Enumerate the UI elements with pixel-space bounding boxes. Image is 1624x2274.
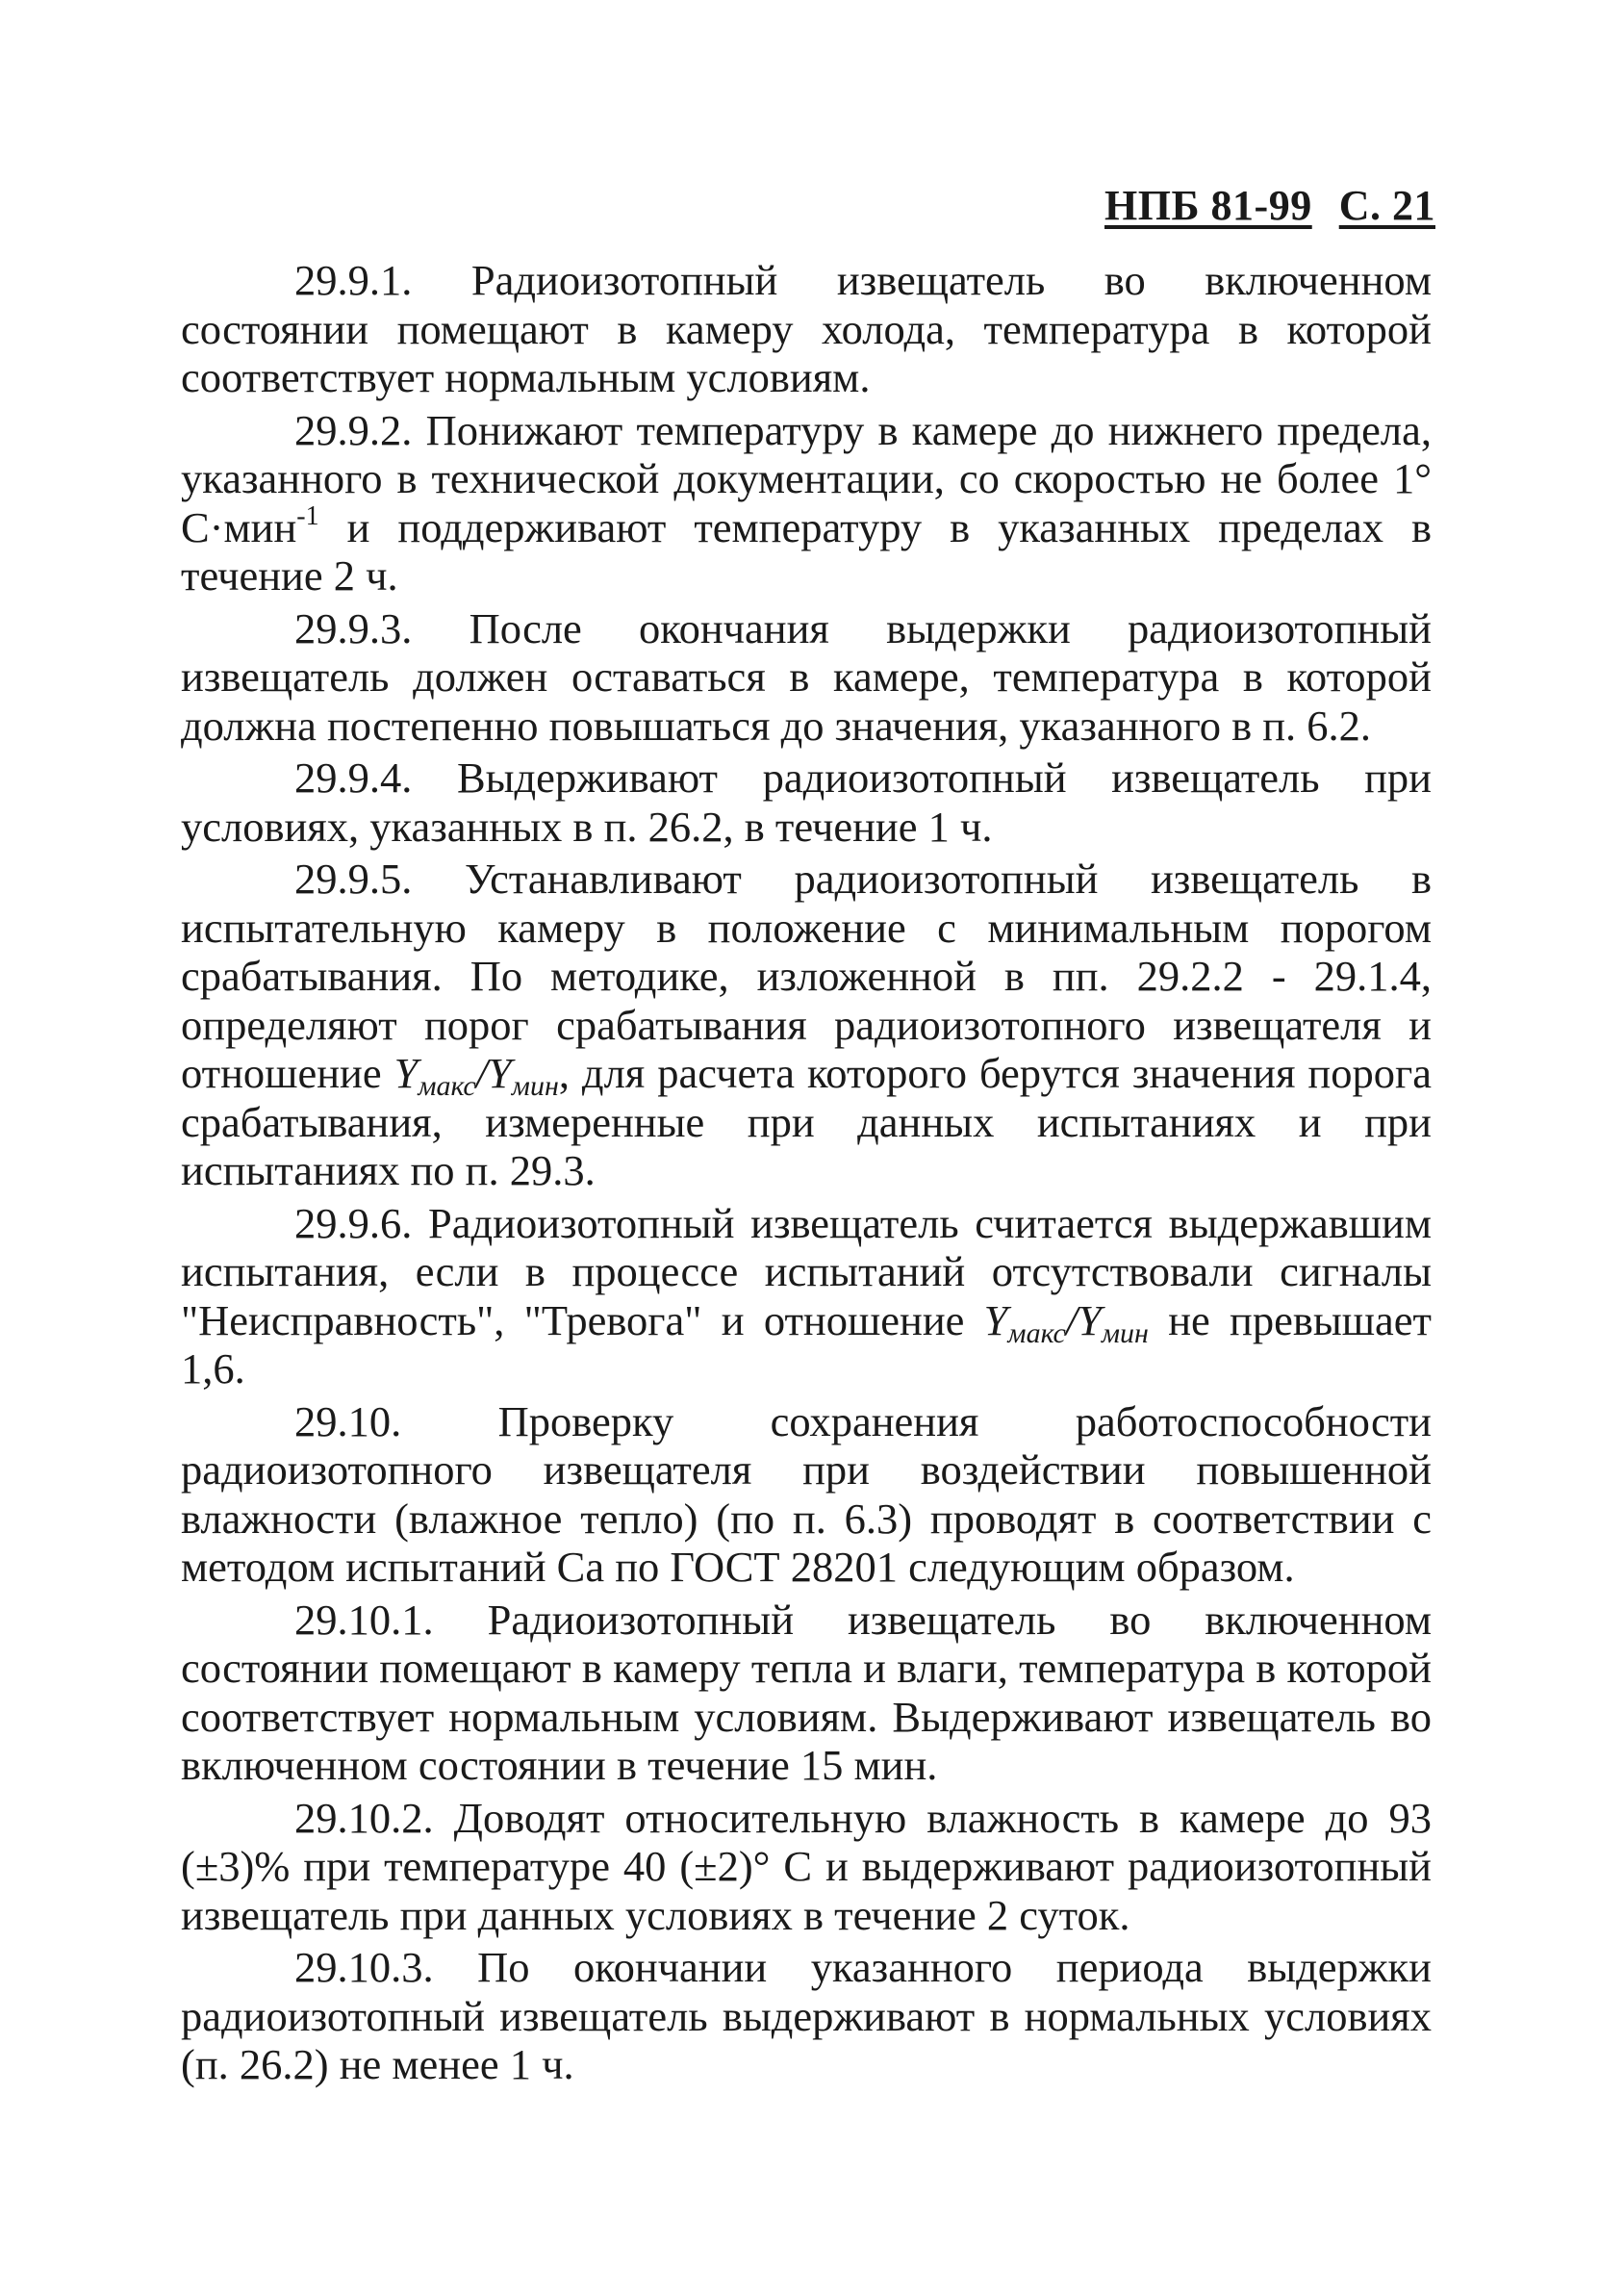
paragraph-text: для расчета которого берутся значения порога срабатывания, измеренные при данных испытаниях и при испытаниях по п. 29.3.: [181, 1049, 1432, 1194]
ratio-formula: $Y_{макс}/Y_{мин}$: [983, 1295, 1149, 1349]
paragraph-29-10-1: 29.10.1. Радиоизотопный извещатель во включенном состоянии помещают в камеру тепла и влаги, температура в которой соответствует нормальным условиям. Выдерживают извещатель во включенном состоянии в течение 15 мин.: [181, 1595, 1432, 1789]
paragraph-29-9-6: [181, 1199, 1432, 1393]
paragraph-29-10: 29.10. Проверку сохранения работоспособности радиоизотопного извещателя при воздействии повышенной влажности (влажное тепло) (по п. 6.3) проводят в соответствии с методом испытаний Са по ГОСТ 28201 следующим образом.: [181, 1396, 1432, 1591]
page-number: С. 21: [1338, 182, 1435, 229]
paragraph-text: и поддерживают температуру в указанных пределах в течение 2 ч.: [181, 502, 1432, 600]
paragraph-text: 29.9.5. Устанавливают радиоизотопный извещатель в испытательную камеру в положение с минимальным порогом срабатывания. По методике, изложенной в пп. 29.2.2 - 29.1.4, определяют порог срабатывания радиоизотопного извещателя и отношение: [181, 855, 1432, 1097]
exponent: -1: [296, 500, 319, 531]
paragraph-text: не превышает 1,6.: [181, 1295, 1432, 1393]
paragraph-text: 29.9.6. Радиоизотопный извещатель считается выдержавшим испытания, если в процессе испытаний отсутствовали сигналы "Неисправность", "Тревога" и отношение: [181, 1198, 1432, 1344]
paragraph-text: 29.9.2. Понижают температуру в камере до нижнего предела, указанного в технической документации, со скоростью не более 1° С·мин: [181, 405, 1432, 551]
ratio-formula: $Y_{макс}/Y_{мин}$: [393, 1049, 559, 1102]
paragraph-29-9-2: [181, 406, 1432, 600]
document-body: [181, 256, 1432, 2093]
page-header: [1104, 181, 1435, 230]
paragraph-29-9-5: 29.9.5. Устанавливают радиоизотопный извещатель в испытательную камеру в положение с минимальным порогом срабатывания. По методике, изложенной в пп. 29.2.2 - 29.1.4, определяют порог срабатывания радиоизотопного извещателя и отношение $Y_{макс}/Y_{мин}$, для расчета которого берутся значения порога срабатывания, измеренные при данных испытаниях и при испытаниях по п. 29.3.: [181, 855, 1432, 1194]
document-code: НПБ 81-99: [1104, 182, 1312, 229]
paragraph-29-9-3: 29.9.3. После окончания выдержки радиоизотопный извещатель должен оставаться в камере, температура в которой должна постепенно повышаться до значения, указанного в п. 6.2.: [181, 603, 1432, 750]
paragraph-29-10-3: 29.10.3. По окончании указанного периода выдержки радиоизотопный извещатель выдерживают в нормальных условиях (п. 26.2) не менее 1 ч.: [181, 1943, 1432, 2088]
paragraph-29-9-1: 29.9.1. Радиоизотопный извещатель во включенном состоянии помещают в камеру холода, температура в которой соответствует нормальным условиям.: [181, 256, 1432, 401]
paragraph-29-10-2: 29.10.2. Доводят относительную влажность в камере до 93 (±3)% при температуре 40 (±2)° С и выдерживают радиоизотопный извещатель при данных условиях в течение 2 суток.: [181, 1793, 1432, 1939]
paragraph-29-9-4: 29.9.4. Выдерживают радиоизотопный извещатель при условиях, указанных в п. 26.2, в течение 1 ч.: [181, 754, 1432, 851]
